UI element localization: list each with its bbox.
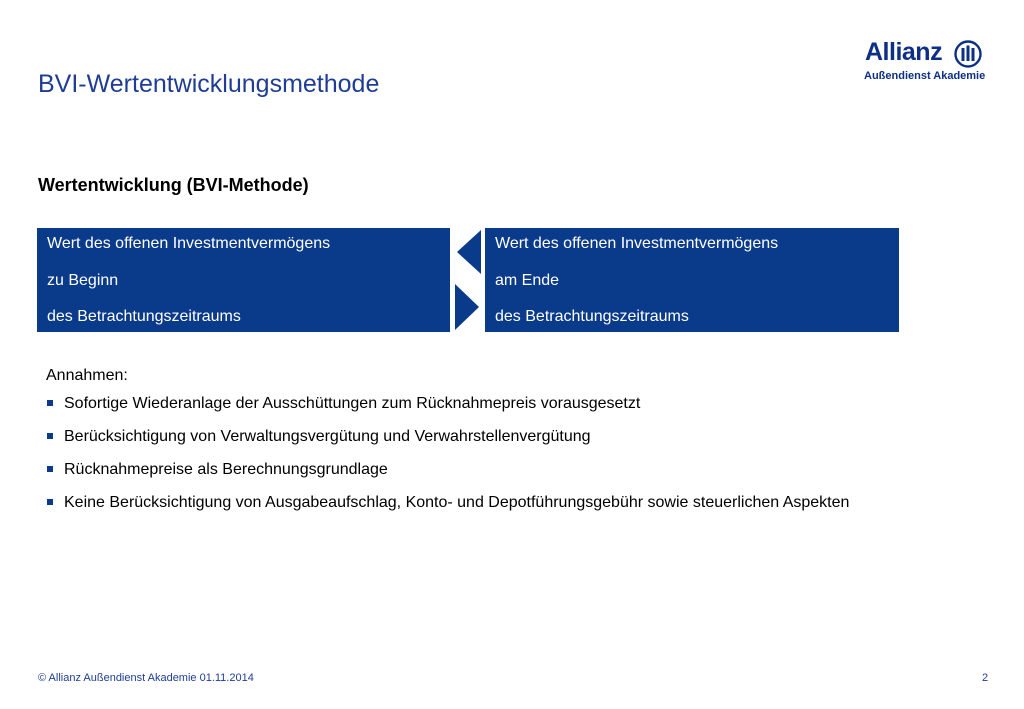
- start-value-box: [37, 228, 450, 332]
- page-number: 2: [982, 672, 989, 684]
- logo-subtitle: Außendienst Akademie: [864, 70, 986, 82]
- list-item-text: Berücksichtigung von Verwaltungsvergütung und Verwahrstellenvergütung: [64, 428, 591, 445]
- end-value-box: [485, 228, 899, 332]
- start-box-line-2: zu Beginn: [47, 271, 119, 289]
- end-box-line-3: des Betrachtungszeitraums: [495, 308, 689, 325]
- assumptions-section: [46, 366, 926, 526]
- bullet-square-icon: [47, 433, 53, 439]
- logo-wordmark: Allianz: [865, 38, 943, 66]
- list-item-text: Keine Berücksichtigung von Ausgabeaufschlag, Konto- und Depotführungsgebühr sowie steuerlichen Aspekten: [64, 494, 850, 511]
- assumptions-list: [46, 394, 926, 513]
- start-box-line-1: Wert des offenen Investmentvermögens: [47, 235, 331, 252]
- allianz-logo: [862, 38, 987, 86]
- list-item-text: Rücknahmepreise als Berechnungsgrundlage: [64, 461, 388, 478]
- list-item: [46, 427, 926, 447]
- comparison-arrows: [453, 228, 483, 332]
- list-item: [46, 394, 926, 414]
- end-box-line-2: am Ende: [495, 271, 560, 289]
- bullet-square-icon: [47, 466, 53, 472]
- footer-copyright: © Allianz Außendienst Akademie 01.11.2014: [38, 672, 254, 684]
- start-box-line-3: des Betrachtungszeitraums: [47, 308, 241, 325]
- page-title: BVI-Wertentwicklungsmethode: [38, 70, 380, 98]
- section-subtitle: Wertentwicklung (BVI-Methode): [38, 175, 309, 195]
- list-item: [46, 460, 926, 480]
- assumptions-heading: Annahmen:: [46, 367, 128, 384]
- right-arrow-icon: [455, 284, 479, 330]
- left-arrow-icon: [457, 230, 481, 274]
- list-item: [46, 493, 926, 513]
- bullet-square-icon: [47, 499, 53, 505]
- allianz-eagle-logo-icon: [954, 40, 982, 68]
- end-box-line-1: Wert des offenen Investmentvermögens: [495, 235, 779, 252]
- list-item-text: Sofortige Wiederanlage der Ausschüttungen zum Rücknahmepreis vorausgesetzt: [64, 395, 641, 412]
- bullet-square-icon: [47, 400, 53, 406]
